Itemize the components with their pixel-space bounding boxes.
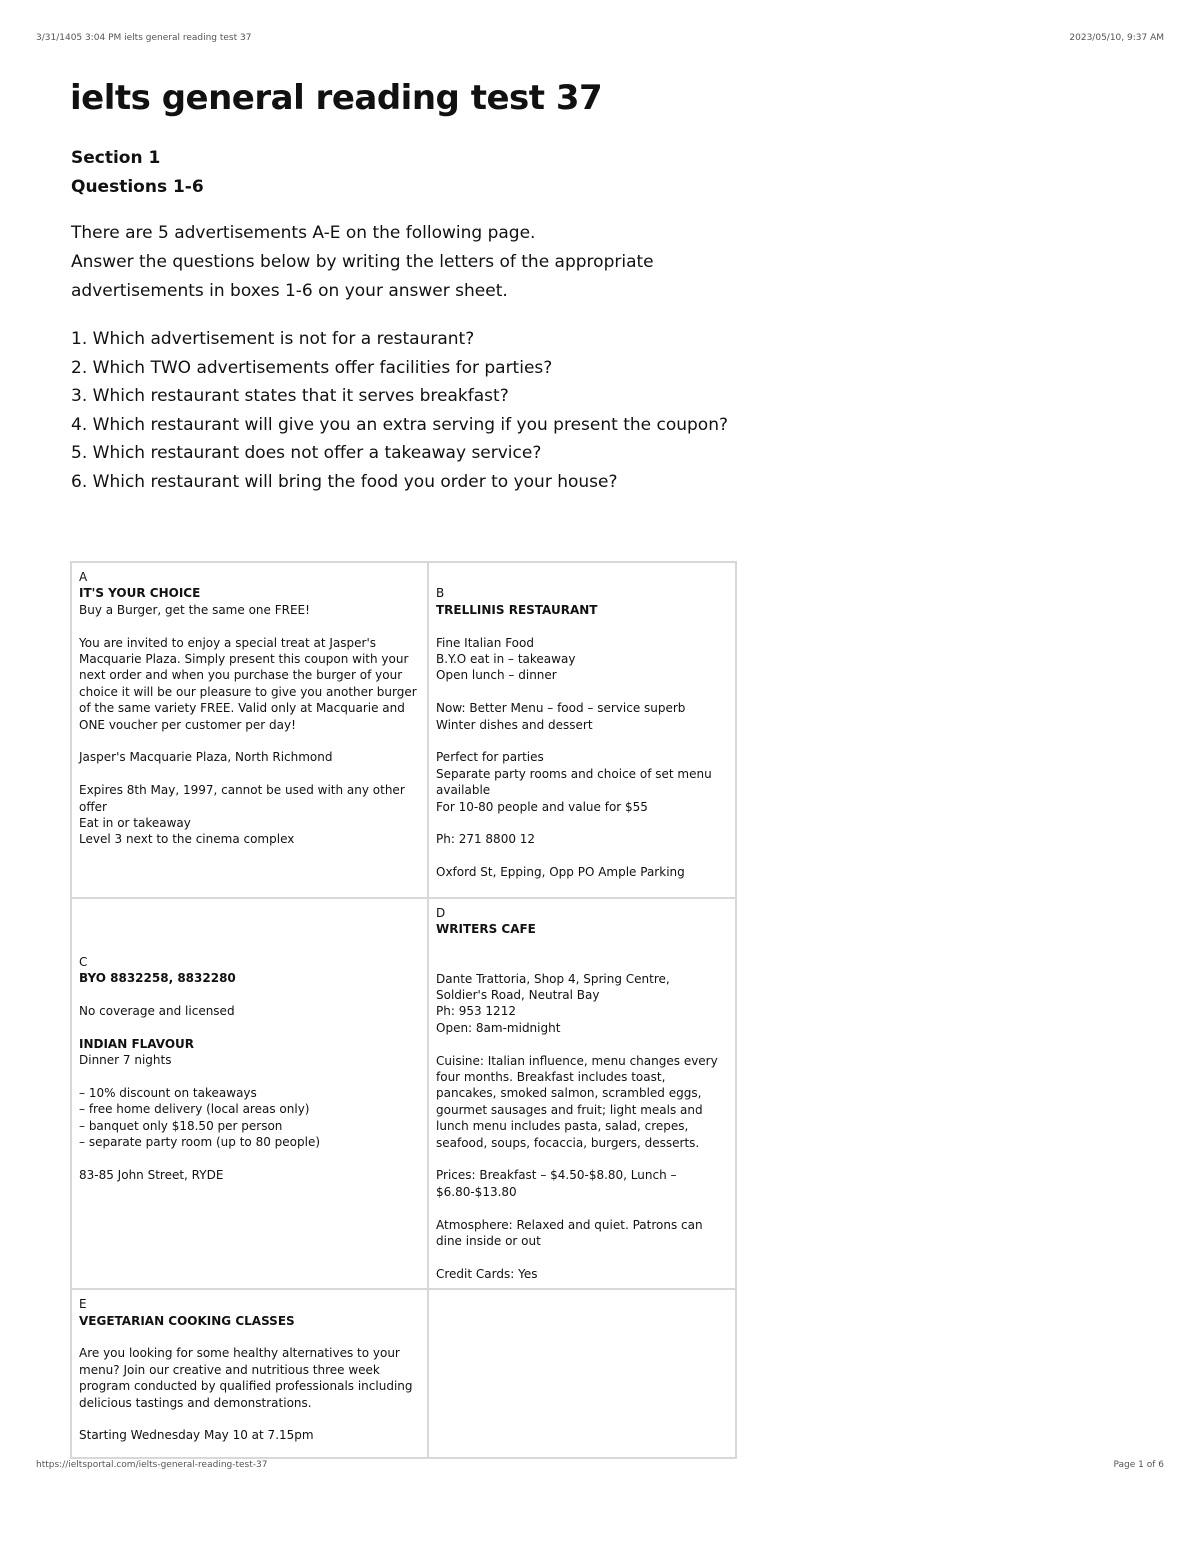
ad-atmosphere: Atmosphere: Relaxed and quiet. Patrons can dine inside or out: [436, 1217, 703, 1249]
ad-letter: B: [436, 586, 445, 601]
section-heading: [71, 144, 204, 202]
ad-address-line: Dante Trattoria, Shop 4, Spring Centre,: [436, 971, 670, 986]
instructions: [71, 219, 771, 306]
question-item: 6. Which restaurant will bring the food you order to your house?: [71, 471, 618, 492]
ad-address-line: Soldier's Road, Neutral Bay: [436, 988, 600, 1003]
ad-line: Fine Italian Food: [436, 635, 534, 650]
advertisement-b: [428, 562, 736, 898]
ad-location: Jasper's Macquarie Plaza, North Richmond: [79, 750, 333, 765]
ad-heading: INDIAN FLAVOUR: [79, 1036, 195, 1051]
ad-letter: A: [79, 570, 88, 584]
ad-letter: C: [79, 954, 88, 969]
ad-cuisine: Cuisine: Italian influence, menu changes every four months. Breakfast includes toast, pancakes, smoked salmon, scrambled eggs, gourmet sausages and fruit; light meals and lunch menu includes pasta, salad, crepes, seafood, soups, focaccia, burgers, desserts.: [436, 1053, 718, 1150]
ad-address: 83-85 John Street, RYDE: [79, 1167, 224, 1182]
ad-line: Now: Better Menu – food – service superb: [436, 701, 686, 716]
print-header-right: 2023/05/10, 9:37 AM: [1069, 33, 1164, 43]
instructions-line: Answer the questions below by writing the letters of the appropriate: [71, 252, 654, 272]
ad-expiry: Expires 8th May, 1997, cannot be used with any other offer: [79, 783, 405, 814]
ad-line: B.Y.O eat in – takeaway: [436, 652, 576, 666]
ad-offer: – free home delivery (local areas only): [79, 1102, 310, 1117]
questions-range: Questions 1-6: [71, 177, 204, 197]
ad-start-date: Starting Wednesday May 10 at 7.15pm: [79, 1428, 314, 1443]
ad-heading: IT'S YOUR CHOICE: [79, 586, 201, 601]
ad-phone: Ph: 953 1212: [436, 1004, 516, 1019]
ad-credit-cards: Credit Cards: Yes: [436, 1266, 538, 1281]
question-item: 3. Which restaurant states that it serves breakfast?: [71, 386, 509, 406]
ad-licensed: No coverage and licensed: [79, 1003, 235, 1018]
ad-letter: D: [436, 906, 446, 920]
print-footer-url[interactable]: https://ieltsportal.com/ielts-general-reading-test-37: [36, 1460, 268, 1470]
ad-line: For 10-80 people and value for $55: [436, 799, 648, 814]
ad-address: Oxford St, Epping, Opp PO Ample Parking: [436, 865, 685, 880]
question-item: 2. Which TWO advertisements offer facilities for parties?: [71, 357, 553, 378]
question-item: 4. Which restaurant will give you an extra serving if you present the coupon?: [71, 414, 729, 435]
question-item: 5. Which restaurant does not offer a takeaway service?: [71, 443, 542, 463]
ad-body: Are you looking for some healthy alternatives to your menu? Join our creative and nutritious three week program conducted by qualified professionals including delicious tastings and demonstrations.: [79, 1346, 413, 1410]
instructions-line: There are 5 advertisements A-E on the following page.: [71, 223, 536, 243]
ad-hours: Open: 8am-midnight: [436, 1020, 561, 1035]
print-footer-page: Page 1 of 6: [1113, 1460, 1164, 1470]
ad-heading: WRITERS CAFE: [436, 922, 536, 937]
ad-body: You are invited to enjoy a special treat at Jasper's Macquarie Plaza. Simply present this coupon with your next order and when you purchase the burger of your choice it will be our pleasure to give you another burger of the same variety FREE. Valid only at Macquarie and ONE voucher per customer per day!: [79, 635, 417, 732]
print-header-left: 3/31/1405 3:04 PM ielts general reading test 37: [36, 33, 252, 43]
ad-prices: Prices: Breakfast – $4.50-$8.80, Lunch – $6.80-$13.80: [436, 1168, 677, 1199]
ad-line: Open lunch – dinner: [436, 668, 557, 683]
ad-dinner: Dinner 7 nights: [79, 1053, 172, 1068]
ad-tagline: Buy a Burger, get the same one FREE!: [79, 602, 310, 617]
ad-line: Winter dishes and dessert: [436, 717, 593, 732]
ad-heading: VEGETARIAN COOKING CLASSES: [79, 1313, 295, 1328]
advertisement-d: [428, 898, 736, 1289]
question-item: 1. Which advertisement is not for a restaurant?: [71, 329, 475, 349]
ad-line: Perfect for parties: [436, 750, 544, 765]
ad-offer: – banquet only $18.50 per person: [79, 1118, 283, 1133]
advertisement-a: [71, 562, 428, 898]
ad-eat-option: Eat in or takeaway: [79, 816, 191, 831]
ad-letter: E: [79, 1297, 87, 1312]
ad-line: Separate party rooms and choice of set menu available: [436, 766, 712, 798]
ad-heading: TRELLINIS RESTAURANT: [436, 602, 598, 617]
page-title: ielts general reading test 37: [70, 78, 603, 118]
section-label: Section 1: [71, 148, 161, 168]
ad-level: Level 3 next to the cinema complex: [79, 832, 295, 847]
advertisement-c: [71, 898, 428, 1289]
ad-byo: BYO 8832258, 8832280: [79, 971, 236, 986]
advertisements-table: [70, 561, 737, 1459]
instructions-line: advertisements in boxes 1-6 on your answer sheet.: [71, 281, 508, 301]
empty-cell: [428, 1289, 736, 1458]
ad-offer: – separate party room (up to 80 people): [79, 1135, 321, 1150]
question-list: [71, 325, 791, 496]
ad-offer: – 10% discount on takeaways: [79, 1085, 257, 1100]
advertisement-e: [71, 1289, 428, 1458]
ad-phone: Ph: 271 8800 12: [436, 832, 536, 847]
